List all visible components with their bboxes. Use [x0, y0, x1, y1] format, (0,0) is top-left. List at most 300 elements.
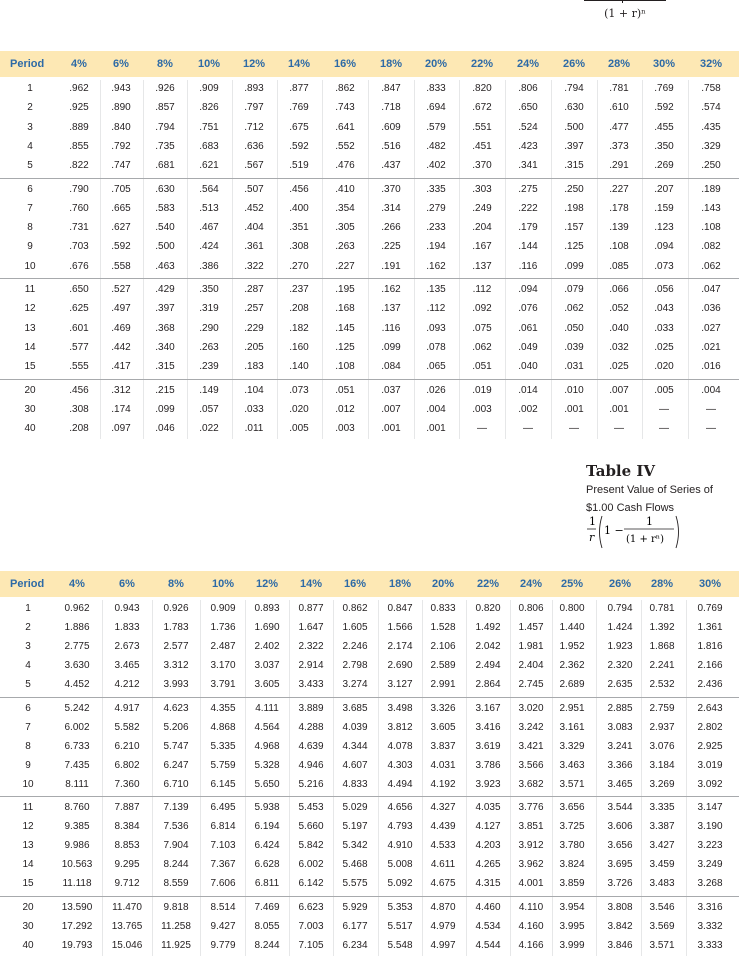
value-cell: 0.962	[64, 603, 90, 614]
value-cell: .019	[472, 384, 492, 396]
value-cell: —	[659, 423, 669, 435]
table4-col-header-8: 18%	[388, 578, 412, 590]
value-cell: .043	[654, 303, 674, 315]
value-cell: 6.710	[163, 778, 189, 790]
value-cell: .205	[244, 341, 264, 353]
value-cell: 4.078	[387, 740, 413, 752]
value-cell: .601	[69, 322, 89, 334]
value-cell: 4.001	[518, 878, 544, 890]
value-cell: 4.344	[342, 740, 368, 752]
value-cell: .840	[111, 121, 131, 133]
value-cell: .705	[111, 183, 131, 195]
value-cell: 8.384	[114, 821, 140, 833]
value-cell: 5.029	[342, 802, 368, 813]
value-cell: .275	[518, 183, 538, 195]
value-cell: 5.353	[387, 901, 413, 913]
value-cell: .402	[426, 160, 446, 172]
table4-col-header-5: 12%	[255, 578, 279, 590]
period-cell: 12	[24, 303, 36, 315]
value-cell: .507	[244, 183, 264, 195]
value-cell: .010	[564, 384, 584, 396]
period-cell: 1	[25, 603, 31, 614]
table3-col-header-5: 12%	[242, 58, 266, 70]
value-cell: .676	[69, 260, 89, 272]
value-cell: 4.611	[430, 859, 456, 871]
table4-col-header-11: 24%	[519, 578, 543, 590]
formula-den: (1 + rⁿ)	[626, 534, 665, 545]
value-cell: 1.424	[607, 622, 633, 634]
value-cell: 5.206	[163, 721, 189, 733]
value-cell: .207	[654, 183, 674, 195]
value-cell: .373	[609, 140, 629, 152]
value-cell: .198	[564, 202, 584, 214]
value-cell: 3.685	[342, 702, 368, 714]
value-cell: .001	[426, 423, 446, 435]
value-cell: 4.460	[475, 901, 501, 913]
value-cell: .167	[472, 241, 492, 253]
value-cell: 2.246	[342, 641, 368, 653]
value-cell: 3.962	[518, 859, 544, 871]
value-cell: 4.968	[254, 740, 280, 752]
value-cell: 0.800	[559, 603, 585, 614]
table3-col-header-2: 6%	[113, 58, 129, 70]
value-cell: .290	[199, 322, 219, 334]
value-cell: .001	[381, 423, 401, 435]
period-cell: 9	[27, 241, 33, 253]
value-cell: .790	[69, 183, 89, 195]
table4-subtitle-line1: Present Value of Series of	[586, 484, 713, 496]
value-cell: .051	[472, 361, 492, 373]
value-cell: 3.241	[607, 740, 633, 752]
table-row	[0, 281, 739, 299]
table4-col-header-9: 20%	[431, 578, 455, 590]
value-cell: .314	[381, 202, 401, 214]
value-cell: 4.035	[475, 802, 501, 813]
value-cell: 1.566	[387, 622, 413, 634]
value-cell: 2.042	[475, 641, 501, 653]
table3-col-header-11: 24%	[516, 58, 540, 70]
value-cell: 3.083	[607, 721, 633, 733]
value-cell: 3.566	[518, 759, 544, 771]
value-cell: 3.786	[475, 759, 501, 771]
period-cell: 2	[27, 102, 33, 114]
value-cell: 9.818	[163, 901, 189, 913]
value-cell: .319	[199, 303, 219, 315]
value-cell: 2.759	[649, 702, 675, 714]
table-row	[0, 837, 739, 855]
value-cell: 5.517	[387, 920, 413, 932]
value-cell: .735	[155, 140, 175, 152]
value-cell: 3.332	[697, 920, 723, 932]
value-cell: 3.333	[697, 939, 723, 951]
value-cell: .794	[564, 83, 584, 94]
value-cell: 0.806	[518, 603, 544, 614]
value-cell: .097	[111, 423, 131, 435]
value-cell: .743	[335, 102, 355, 114]
table-row	[0, 219, 739, 237]
value-cell: .085	[609, 260, 629, 272]
value-cell: 1.392	[649, 622, 675, 634]
period-cell: 15	[22, 878, 34, 890]
table3-header-row	[0, 51, 739, 77]
value-cell: .456	[289, 183, 309, 195]
value-cell: 1.457	[518, 622, 544, 634]
table-row	[0, 238, 739, 256]
table-row	[0, 258, 739, 276]
value-cell: .312	[111, 384, 131, 396]
value-cell: 4.533	[430, 840, 456, 852]
value-cell: .007	[609, 384, 629, 396]
value-cell: 3.127	[387, 679, 413, 691]
period-cell: 30	[22, 920, 34, 932]
value-cell: 6.424	[254, 840, 280, 852]
period-cell: 11	[22, 802, 34, 813]
value-cell: .047	[701, 284, 721, 295]
value-cell: 3.842	[607, 920, 633, 932]
table3-col-header-0: Period	[10, 58, 45, 70]
table-row	[0, 937, 739, 955]
value-cell: .094	[518, 284, 538, 295]
table3-formula	[584, 0, 666, 29]
value-cell: .112	[426, 303, 446, 315]
value-cell: 5.938	[254, 802, 280, 813]
value-cell: .007	[381, 403, 401, 415]
value-cell: .191	[381, 260, 401, 272]
value-cell: .012	[335, 403, 355, 415]
value-cell: .137	[381, 303, 401, 315]
value-cell: 6.628	[254, 859, 280, 871]
value-cell: 0.794	[607, 603, 633, 614]
value-cell: .630	[155, 183, 175, 195]
value-cell: .308	[289, 241, 309, 253]
value-cell: .482	[426, 140, 446, 152]
period-cell: 20	[24, 384, 36, 396]
period-cell: 7	[25, 721, 31, 733]
value-cell: —	[614, 423, 624, 435]
value-cell: .249	[472, 202, 492, 214]
value-cell: .386	[199, 260, 219, 272]
value-cell: .016	[701, 361, 721, 373]
value-cell: .630	[564, 102, 584, 114]
value-cell: .451	[472, 140, 492, 152]
value-cell: 7.367	[210, 859, 236, 871]
value-cell: 4.212	[114, 679, 140, 691]
period-cell: 40	[24, 423, 36, 435]
period-cell: 12	[22, 821, 34, 833]
value-cell: 7.003	[298, 920, 324, 932]
value-cell: 6.733	[64, 740, 90, 752]
value-cell: .222	[518, 202, 538, 214]
value-cell: .792	[111, 140, 131, 152]
table3-col-header-3: 8%	[157, 58, 173, 70]
value-cell: 11.470	[112, 901, 142, 913]
value-cell: .877	[289, 83, 309, 94]
value-cell: 4.534	[475, 920, 501, 932]
value-cell: .066	[609, 284, 629, 295]
value-cell: 3.837	[430, 740, 456, 752]
value-cell: .287	[244, 284, 264, 295]
value-cell: 1.923	[607, 641, 633, 653]
value-cell: .497	[111, 303, 131, 315]
value-cell: .452	[244, 202, 264, 214]
value-cell: 3.465	[114, 660, 140, 672]
value-cell: 3.656	[559, 802, 585, 813]
table-row	[0, 320, 739, 338]
value-cell: .011	[244, 423, 264, 435]
value-cell: .437	[381, 160, 401, 172]
value-cell: .073	[654, 260, 674, 272]
value-cell: 3.147	[697, 802, 723, 813]
value-cell: .145	[335, 322, 355, 334]
value-cell: 3.791	[210, 679, 236, 691]
period-cell: 5	[27, 160, 33, 172]
table-row	[0, 401, 739, 419]
table-row	[0, 420, 739, 438]
value-cell: 7.469	[254, 901, 280, 913]
period-cell: 6	[25, 702, 31, 714]
value-cell: .056	[654, 284, 674, 295]
table4-col-header-15: 30%	[698, 578, 722, 590]
value-cell: .463	[155, 260, 175, 272]
value-cell: 3.571	[559, 778, 585, 790]
value-cell: 3.427	[649, 840, 675, 852]
value-cell: 3.020	[518, 702, 544, 714]
table4-col-header-14: 28%	[650, 578, 674, 590]
value-cell: .368	[155, 322, 175, 334]
value-cell: 1.440	[559, 622, 585, 634]
value-cell: 13.590	[61, 901, 93, 913]
value-cell: .455	[654, 121, 674, 133]
period-cell: 20	[22, 901, 34, 913]
value-cell: 3.161	[559, 721, 585, 733]
value-cell: .564	[199, 183, 219, 195]
formula-one: 1	[589, 515, 596, 528]
table-row	[0, 138, 739, 156]
value-cell: 1.816	[697, 641, 723, 653]
value-cell: .237	[289, 284, 309, 295]
value-cell: .592	[111, 241, 131, 253]
value-cell: .303	[472, 183, 492, 195]
value-cell: 4.110	[518, 901, 544, 913]
value-cell: .168	[335, 303, 355, 315]
value-cell: .583	[155, 202, 175, 214]
group-divider	[0, 697, 739, 698]
value-cell: 6.623	[298, 901, 324, 913]
value-cell: .162	[381, 284, 401, 295]
value-cell: 2.951	[559, 702, 585, 714]
value-cell: .404	[244, 222, 264, 234]
value-cell: .004	[701, 384, 721, 396]
value-cell: .467	[199, 222, 219, 234]
value-cell: 1.492	[475, 622, 501, 634]
table-row	[0, 181, 739, 199]
value-cell: 4.979	[430, 920, 456, 932]
value-cell: —	[659, 403, 669, 415]
value-cell: 2.991	[430, 679, 456, 691]
value-cell: —	[477, 423, 487, 435]
value-cell: .027	[701, 322, 721, 334]
value-cell: 15.046	[111, 939, 143, 951]
value-cell: 7.105	[298, 939, 324, 951]
value-cell: .092	[472, 303, 492, 315]
value-cell: 4.031	[430, 759, 456, 771]
period-cell: 6	[27, 183, 33, 195]
value-cell: 6.811	[254, 878, 280, 890]
value-cell: .266	[381, 222, 401, 234]
value-cell: .621	[199, 160, 219, 172]
value-cell: 5.582	[114, 721, 140, 733]
value-cell: 4.166	[518, 939, 544, 951]
value-cell: 3.656	[607, 840, 633, 852]
value-cell: .005	[289, 423, 309, 435]
value-cell: .061	[518, 322, 538, 334]
value-cell: 5.842	[298, 840, 324, 852]
value-cell: .417	[111, 361, 131, 373]
value-cell: 9.427	[210, 920, 236, 932]
value-cell: 3.465	[607, 778, 633, 790]
table4-col-header-4: 10%	[211, 578, 235, 590]
value-cell: .857	[155, 102, 175, 114]
value-cell: 7.139	[163, 802, 189, 813]
value-cell: 5.092	[387, 878, 413, 890]
value-cell: .781	[609, 83, 629, 94]
value-cell: .257	[244, 303, 264, 315]
table-row	[0, 358, 739, 376]
value-cell: .020	[654, 361, 674, 373]
value-cell: .558	[111, 260, 131, 272]
table-row	[0, 300, 739, 318]
period-cell: 4	[27, 140, 33, 152]
value-cell: .354	[335, 202, 355, 214]
value-cell: .094	[654, 241, 674, 253]
value-cell: .001	[609, 403, 629, 415]
value-cell: .179	[518, 222, 538, 234]
value-cell: 5.759	[210, 759, 236, 771]
value-cell: 9.986	[64, 840, 90, 852]
value-cell: .160	[289, 341, 309, 353]
value-cell: 2.402	[254, 641, 280, 653]
period-cell: 2	[25, 622, 31, 634]
value-cell: .567	[244, 160, 264, 172]
value-cell: 6.802	[114, 759, 140, 771]
value-cell: 3.335	[649, 802, 675, 813]
value-cell: .104	[244, 384, 264, 396]
value-cell: .227	[335, 260, 355, 272]
value-cell: 2.106	[430, 641, 456, 653]
value-cell: 7.103	[210, 840, 236, 852]
value-cell: .116	[381, 322, 401, 334]
value-cell: .162	[426, 260, 446, 272]
value-cell: 3.037	[254, 660, 280, 672]
value-cell: .049	[518, 341, 538, 353]
table3-col-header-1: 4%	[71, 58, 87, 70]
value-cell: 3.316	[697, 901, 723, 913]
value-cell: 3.544	[607, 802, 633, 813]
value-cell: 2.937	[649, 721, 675, 733]
value-cell: 4.127	[475, 821, 501, 833]
value-cell: .315	[155, 361, 175, 373]
value-cell: .429	[155, 284, 175, 295]
value-cell: 3.954	[559, 901, 585, 913]
value-cell: 5.548	[387, 939, 413, 951]
table-row	[0, 856, 739, 874]
value-cell: 0.926	[163, 603, 189, 614]
table3-formula-denominator: (1 + r)ⁿ	[604, 7, 646, 20]
value-cell: 0.833	[430, 603, 456, 614]
table-row	[0, 818, 739, 836]
value-cell: 1.833	[114, 622, 140, 634]
value-cell: 3.366	[607, 759, 633, 771]
value-cell: .020	[289, 403, 309, 415]
value-cell: 4.868	[210, 721, 236, 733]
value-cell: 4.160	[518, 920, 544, 932]
value-cell: 0.847	[387, 603, 413, 614]
value-cell: .062	[701, 260, 721, 272]
value-cell: .229	[244, 322, 264, 334]
value-cell: 0.877	[298, 603, 324, 614]
value-cell: .239	[199, 361, 219, 373]
value-cell: 4.623	[163, 702, 189, 714]
value-cell: .005	[654, 384, 674, 396]
value-cell: 4.039	[342, 721, 368, 733]
value-cell: .215	[155, 384, 175, 396]
table-row	[0, 719, 739, 737]
table4-header-row	[0, 571, 739, 597]
value-cell: .943	[111, 83, 131, 94]
value-cell: .500	[155, 241, 175, 253]
value-cell: .305	[335, 222, 355, 234]
table-row	[0, 738, 739, 756]
value-cell: .315	[564, 160, 584, 172]
value-cell: 3.846	[607, 939, 633, 951]
table4-col-header-1: 4%	[69, 578, 85, 590]
value-cell: .112	[472, 284, 492, 295]
value-cell: .040	[609, 322, 629, 334]
value-cell: .084	[381, 361, 401, 373]
value-cell: .125	[564, 241, 584, 253]
value-cell: .577	[69, 341, 89, 353]
value-cell: .592	[289, 140, 309, 152]
value-cell: .233	[426, 222, 446, 234]
value-cell: 6.002	[64, 721, 90, 733]
table4-col-header-13: 26%	[608, 578, 632, 590]
value-cell: 3.851	[518, 821, 544, 833]
value-cell: 4.355	[210, 702, 236, 714]
value-cell: .082	[701, 241, 721, 253]
value-cell: .516	[381, 140, 401, 152]
value-cell: 3.329	[559, 740, 585, 752]
value-cell: .174	[111, 403, 131, 415]
value-cell: 6.194	[254, 821, 280, 833]
value-cell: .025	[654, 341, 674, 353]
table3-col-header-14: 30%	[652, 58, 676, 70]
value-cell: 3.190	[697, 821, 723, 833]
value-cell: 2.635	[607, 679, 633, 691]
value-cell: .050	[564, 322, 584, 334]
period-cell: 9	[25, 759, 31, 771]
value-cell: .225	[381, 241, 401, 253]
table4-title: Table IV	[586, 462, 656, 480]
value-cell: 2.320	[607, 660, 633, 672]
value-cell: 0.862	[342, 603, 368, 614]
value-cell: 4.494	[387, 778, 413, 790]
value-cell: 3.433	[298, 679, 324, 691]
value-cell: .519	[289, 160, 309, 172]
period-cell: 10	[22, 778, 34, 790]
value-cell: 5.747	[163, 740, 189, 752]
table-row	[0, 676, 739, 694]
table3-col-header-7: 16%	[333, 58, 357, 70]
